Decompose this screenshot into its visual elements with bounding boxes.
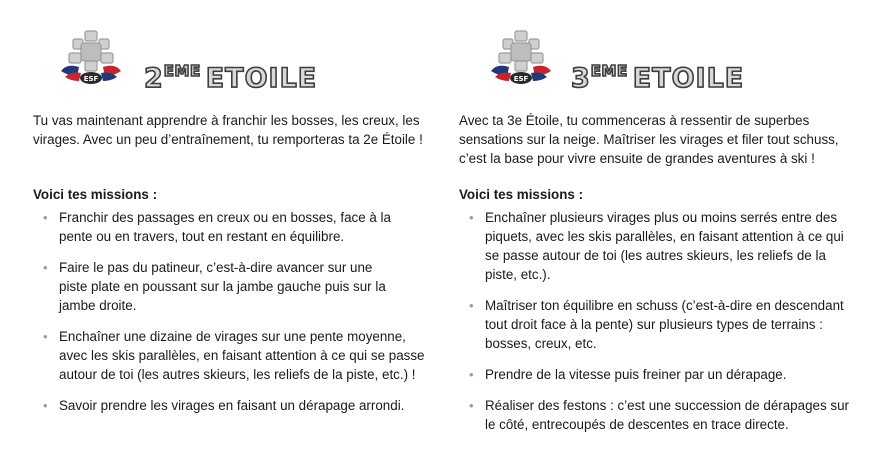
- logo-text: ESF: [513, 75, 529, 83]
- bullet: •: [43, 329, 48, 344]
- bullet: •: [43, 210, 48, 225]
- list-item: [33, 258, 404, 315]
- list-item-text: Faire le pas du patineur, c’est-à-dire avancer sur une piste plate en poussant sur la jambe gauche puis sur la jambe droite.: [59, 260, 386, 313]
- esf-snowflake-logo-icon: [57, 27, 125, 89]
- list-item-text: Maîtriser ton équilibre en schuss (c’est-à-dire en descendant tout droit face à la pente) sur plusieurs types de terrains : bosses, creux, etc.: [485, 298, 844, 351]
- section-header: [459, 0, 859, 100]
- list-item: [459, 365, 859, 384]
- list-item: [459, 208, 845, 284]
- title-word: ETOILE: [632, 63, 745, 94]
- missions-list: [459, 208, 859, 446]
- bullet: •: [43, 260, 48, 275]
- section-title: [144, 53, 317, 97]
- title-superscript: EME: [163, 62, 201, 80]
- list-item-text: Enchaîner plusieurs virages plus ou moins serrés entre des piquets, avec les skis parallèles, en faisant attention à ce qui se passe autour de toi (les autres skieurs, les reliefs de la piste, etc.).: [485, 210, 844, 282]
- esf-snowflake-logo-icon: [487, 27, 555, 89]
- list-item: [459, 296, 845, 353]
- intro-paragraph: Tu vas maintenant apprendre à franchir les bosses, les creux, les virages. Avec un peu d’entraînement, tu remporteras ta 2e Étoile !: [33, 113, 423, 147]
- bullet: •: [43, 398, 48, 413]
- title-word: ETOILE: [205, 63, 318, 94]
- list-item: [33, 327, 433, 384]
- section-2eme-etoile: [33, 0, 433, 413]
- list-item: [459, 396, 859, 434]
- title-number: 2: [144, 63, 164, 94]
- title-superscript: EME: [590, 62, 628, 80]
- missions-heading: Voici tes missions :: [459, 187, 584, 202]
- list-item-text: Savoir prendre les virages en faisant un dérapage arrondi.: [59, 398, 405, 413]
- title-number: 3: [571, 63, 591, 94]
- section-header: [33, 0, 433, 100]
- bullet: •: [469, 398, 474, 413]
- missions-heading: Voici tes missions :: [33, 187, 158, 202]
- bullet: •: [469, 298, 474, 313]
- bullet: •: [469, 367, 474, 382]
- list-item: [33, 208, 404, 246]
- list-item-text: Prendre de la vitesse puis freiner par un dérapage.: [485, 367, 787, 382]
- missions-list: [33, 208, 433, 427]
- list-item-text: Franchir des passages en creux ou en bosses, face à la pente ou en travers, tout en restant en équilibre.: [59, 210, 391, 244]
- logo-text: ESF: [83, 75, 99, 83]
- section-title: [571, 53, 744, 97]
- intro-paragraph: Avec ta 3e Étoile, tu commenceras à ressentir de superbes sensations sur la neige. Maîtriser les virages et filer tout schuss, c’est la base pour vivre ensuite de grandes aventures à ski !: [459, 113, 839, 166]
- section-3eme-etoile: [459, 0, 859, 432]
- list-item-text: Enchaîner une dizaine de virages sur une pente moyenne, avec les skis parallèles, en faisant attention à ce qui se passe autour de toi (les autres skieurs, les reliefs de la piste, etc.) !: [59, 329, 425, 382]
- list-item-text: Réaliser des festons : c’est une succession de dérapages sur le côté, entrecoupés de descentes en trace directe.: [485, 398, 849, 432]
- list-item: [33, 396, 433, 415]
- bullet: •: [469, 210, 474, 225]
